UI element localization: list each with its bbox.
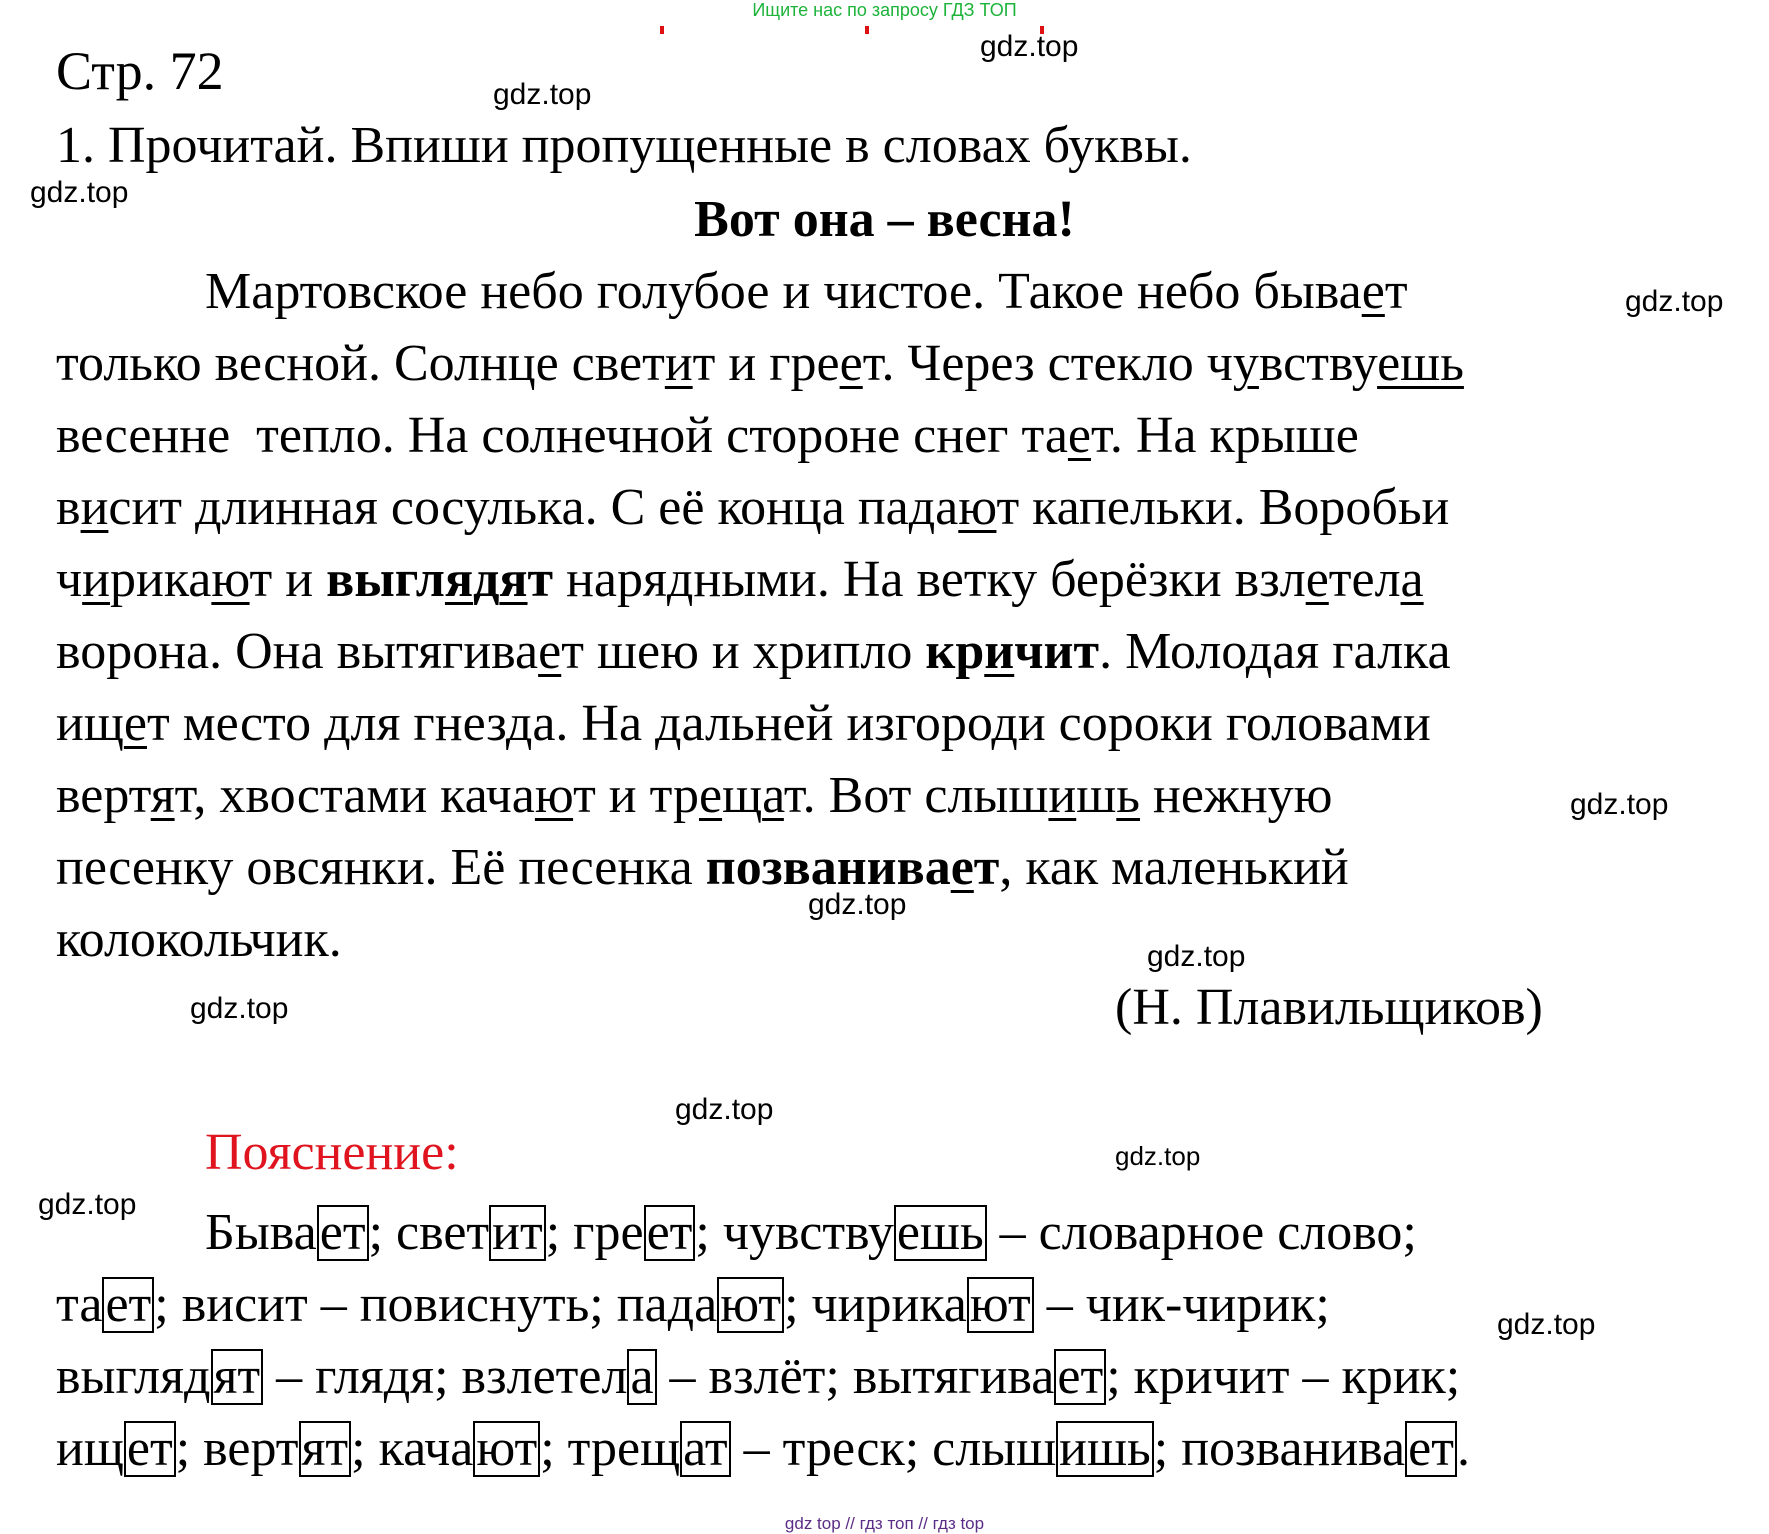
boxed-ending: ют bbox=[473, 1421, 540, 1477]
bold-word bbox=[326, 551, 553, 608]
text-segment: – чик-чирик; bbox=[1033, 1276, 1330, 1333]
text-segment: сит длинная сосулька. С её конца пада bbox=[108, 479, 959, 536]
text-segment: ; висит – повиснуть; пада bbox=[154, 1276, 718, 1333]
text-segment: выгляд bbox=[56, 1348, 211, 1405]
text-segment: т bbox=[973, 839, 1000, 896]
text-segment: Мартовское небо голубое и чистое. Такое небо быва bbox=[205, 263, 1362, 320]
watermark: gdz.top bbox=[38, 1188, 137, 1221]
text-segment: кр bbox=[925, 623, 985, 680]
explanation-title: Пояснение: bbox=[205, 1124, 459, 1181]
text-line-1 bbox=[205, 262, 1408, 321]
filled-letter: и bbox=[82, 551, 110, 608]
boxed-ending: ет bbox=[1054, 1349, 1106, 1405]
text-segment: Быва bbox=[205, 1204, 317, 1261]
text-line-5 bbox=[56, 550, 1424, 609]
watermark: gdz.top bbox=[1115, 1141, 1201, 1171]
text-segment: чит bbox=[1014, 623, 1100, 680]
text-segment: т и тр bbox=[573, 767, 699, 824]
text-segment: ч bbox=[56, 551, 83, 608]
boxed-ending: ют bbox=[717, 1277, 784, 1333]
text-segment: – глядя; взлетел bbox=[263, 1348, 628, 1405]
story-title: Вот она – весна! bbox=[694, 191, 1075, 248]
filled-letter: я bbox=[499, 551, 528, 608]
text-segment: д bbox=[473, 551, 500, 608]
bottom-banner: gdz top // гдз топ // гдз top bbox=[784, 1514, 985, 1533]
text-segment: т bbox=[527, 551, 554, 608]
text-segment: нарядными. На ветку берёзки взл bbox=[553, 551, 1306, 608]
boxed-ending: ят bbox=[299, 1421, 352, 1477]
filled-letter: и bbox=[664, 335, 693, 392]
text-segment: тел bbox=[1328, 551, 1401, 608]
watermark: gdz.top bbox=[1497, 1308, 1596, 1341]
text-segment: в bbox=[56, 479, 81, 536]
boxed-ending: ит bbox=[489, 1205, 546, 1261]
boxed-ending: ют bbox=[967, 1277, 1034, 1333]
text-segment: ищ bbox=[56, 1420, 124, 1477]
boxed-ending: ет bbox=[102, 1277, 154, 1333]
text-segment: нежную bbox=[1140, 767, 1333, 824]
text-segment: т капельки. Воробьи bbox=[996, 479, 1450, 536]
text-segment: т шею и хрипло bbox=[561, 623, 926, 680]
text-segment: . bbox=[1456, 1420, 1470, 1477]
text-segment: – взлёт; вытягива bbox=[656, 1348, 1055, 1405]
filled-letter: е bbox=[1305, 551, 1329, 608]
text-segment: та bbox=[56, 1276, 103, 1333]
explanation-line-1 bbox=[205, 1203, 1417, 1262]
filled-letter: е bbox=[839, 335, 863, 392]
boxed-ending: а bbox=[627, 1349, 656, 1405]
page-number: Стр. 72 bbox=[56, 41, 224, 101]
text-segment: верт bbox=[56, 767, 151, 824]
text-line-8 bbox=[56, 766, 1333, 825]
text-segment: щ bbox=[722, 767, 763, 824]
text-segment: ; гре bbox=[545, 1204, 644, 1261]
filled-letter: и bbox=[984, 623, 1015, 680]
filled-letter: ь bbox=[1116, 767, 1140, 824]
filled-letter: е bbox=[538, 623, 562, 680]
text-segment: рика bbox=[109, 551, 212, 608]
text-segment: ; чирика bbox=[784, 1276, 967, 1333]
text-segment: весенне тепло. На солнечной стороне снег та bbox=[56, 407, 1068, 464]
text-segment: позванива bbox=[705, 839, 951, 896]
filled-letter: е bbox=[1067, 407, 1092, 464]
bold-word bbox=[925, 623, 1099, 680]
text-segment: т место для гнезда. На дальней изгороди сороки головами bbox=[146, 695, 1431, 752]
text-line-3 bbox=[56, 406, 1359, 465]
filled-letter: я bbox=[444, 551, 474, 608]
text-segment: ш bbox=[1076, 767, 1117, 824]
red-mark bbox=[865, 26, 869, 34]
watermark: gdz.top bbox=[1570, 788, 1669, 821]
text-segment: – словарное слово; bbox=[986, 1204, 1417, 1261]
explanation-line-3 bbox=[56, 1347, 1460, 1406]
filled-letter: а bbox=[1400, 551, 1424, 608]
top-banner: Ищите нас по запросу ГДЗ ТОП bbox=[752, 0, 1017, 20]
text-line-9 bbox=[56, 838, 1349, 897]
text-segment: ; позванива bbox=[1153, 1420, 1406, 1477]
explanation-line-4 bbox=[56, 1419, 1470, 1478]
boxed-ending: ишь bbox=[1056, 1421, 1154, 1477]
text-line-10: колокольчик. bbox=[56, 911, 342, 968]
filled-letter: а bbox=[762, 767, 784, 824]
filled-letter: ю bbox=[958, 479, 997, 536]
boxed-ending: ет bbox=[644, 1205, 696, 1261]
text-segment: . Молодая галка bbox=[1099, 623, 1451, 680]
filled-letter: у bbox=[1232, 335, 1259, 392]
text-segment: только весной. Солнце свет bbox=[56, 335, 665, 392]
filled-letter: е bbox=[123, 695, 147, 752]
text-segment: т. На крыше bbox=[1091, 407, 1359, 464]
watermark: gdz.top bbox=[30, 176, 129, 209]
text-segment: ; трещ bbox=[540, 1420, 681, 1477]
text-segment: ; свет bbox=[368, 1204, 490, 1261]
text-segment: ворона. Она вытягива bbox=[56, 623, 539, 680]
text-segment: т. Через стекло ч bbox=[862, 335, 1233, 392]
text-segment: вству bbox=[1258, 335, 1378, 392]
task-text: 1. Прочитай. Впиши пропущенные в словах буквы. bbox=[56, 117, 1192, 174]
explanation-line-2 bbox=[56, 1275, 1330, 1334]
text-segment: ищ bbox=[56, 695, 124, 752]
watermark: gdz.top bbox=[1625, 285, 1724, 318]
text-segment: – треск; слыш bbox=[730, 1420, 1057, 1477]
watermark: gdz.top bbox=[980, 30, 1079, 63]
text-line-7 bbox=[56, 694, 1431, 753]
watermark: gdz.top bbox=[675, 1093, 774, 1126]
text-segment: т и гре bbox=[692, 335, 840, 392]
boxed-ending: ат bbox=[680, 1421, 730, 1477]
filled-letter: е bbox=[950, 839, 974, 896]
filled-letter: ешь bbox=[1377, 335, 1464, 392]
boxed-ending: ят bbox=[211, 1349, 264, 1405]
watermark: gdz.top bbox=[1147, 940, 1246, 973]
text-segment: т и bbox=[249, 551, 327, 608]
text-segment: т, хвостами кача bbox=[174, 767, 535, 824]
text-segment: ; верт bbox=[175, 1420, 299, 1477]
text-segment: ; чувству bbox=[695, 1204, 894, 1261]
text-segment: т. Вот слыш bbox=[783, 767, 1049, 824]
filled-letter: е bbox=[1361, 263, 1385, 320]
filled-letter: ю bbox=[534, 767, 574, 824]
text-segment: т bbox=[1384, 263, 1408, 320]
watermark: gdz.top bbox=[493, 78, 592, 111]
text-segment: выгл bbox=[326, 551, 445, 608]
filled-letter: я bbox=[150, 767, 175, 824]
text-segment: песенку овсянки. Её песенка bbox=[56, 839, 706, 896]
boxed-ending: ет bbox=[124, 1421, 176, 1477]
filled-letter: и bbox=[1048, 767, 1077, 824]
boxed-ending: ет bbox=[317, 1205, 369, 1261]
author: (Н. Плавильщиков) bbox=[1115, 979, 1543, 1036]
text-segment: ; кача bbox=[351, 1420, 474, 1477]
filled-letter: и bbox=[80, 479, 109, 536]
text-segment: ; кричит – крик; bbox=[1106, 1348, 1461, 1405]
text-line-4 bbox=[56, 478, 1449, 537]
red-mark bbox=[660, 26, 664, 34]
text-line-6 bbox=[56, 622, 1451, 681]
text-line-2 bbox=[56, 334, 1464, 393]
boxed-ending: ешь bbox=[894, 1205, 987, 1261]
text-segment: , как маленький bbox=[999, 839, 1349, 896]
boxed-ending: ет bbox=[1405, 1421, 1457, 1477]
watermark: gdz.top bbox=[808, 888, 907, 921]
filled-letter: ю bbox=[211, 551, 250, 608]
filled-letter: е bbox=[698, 767, 723, 824]
watermark: gdz.top bbox=[190, 992, 289, 1025]
